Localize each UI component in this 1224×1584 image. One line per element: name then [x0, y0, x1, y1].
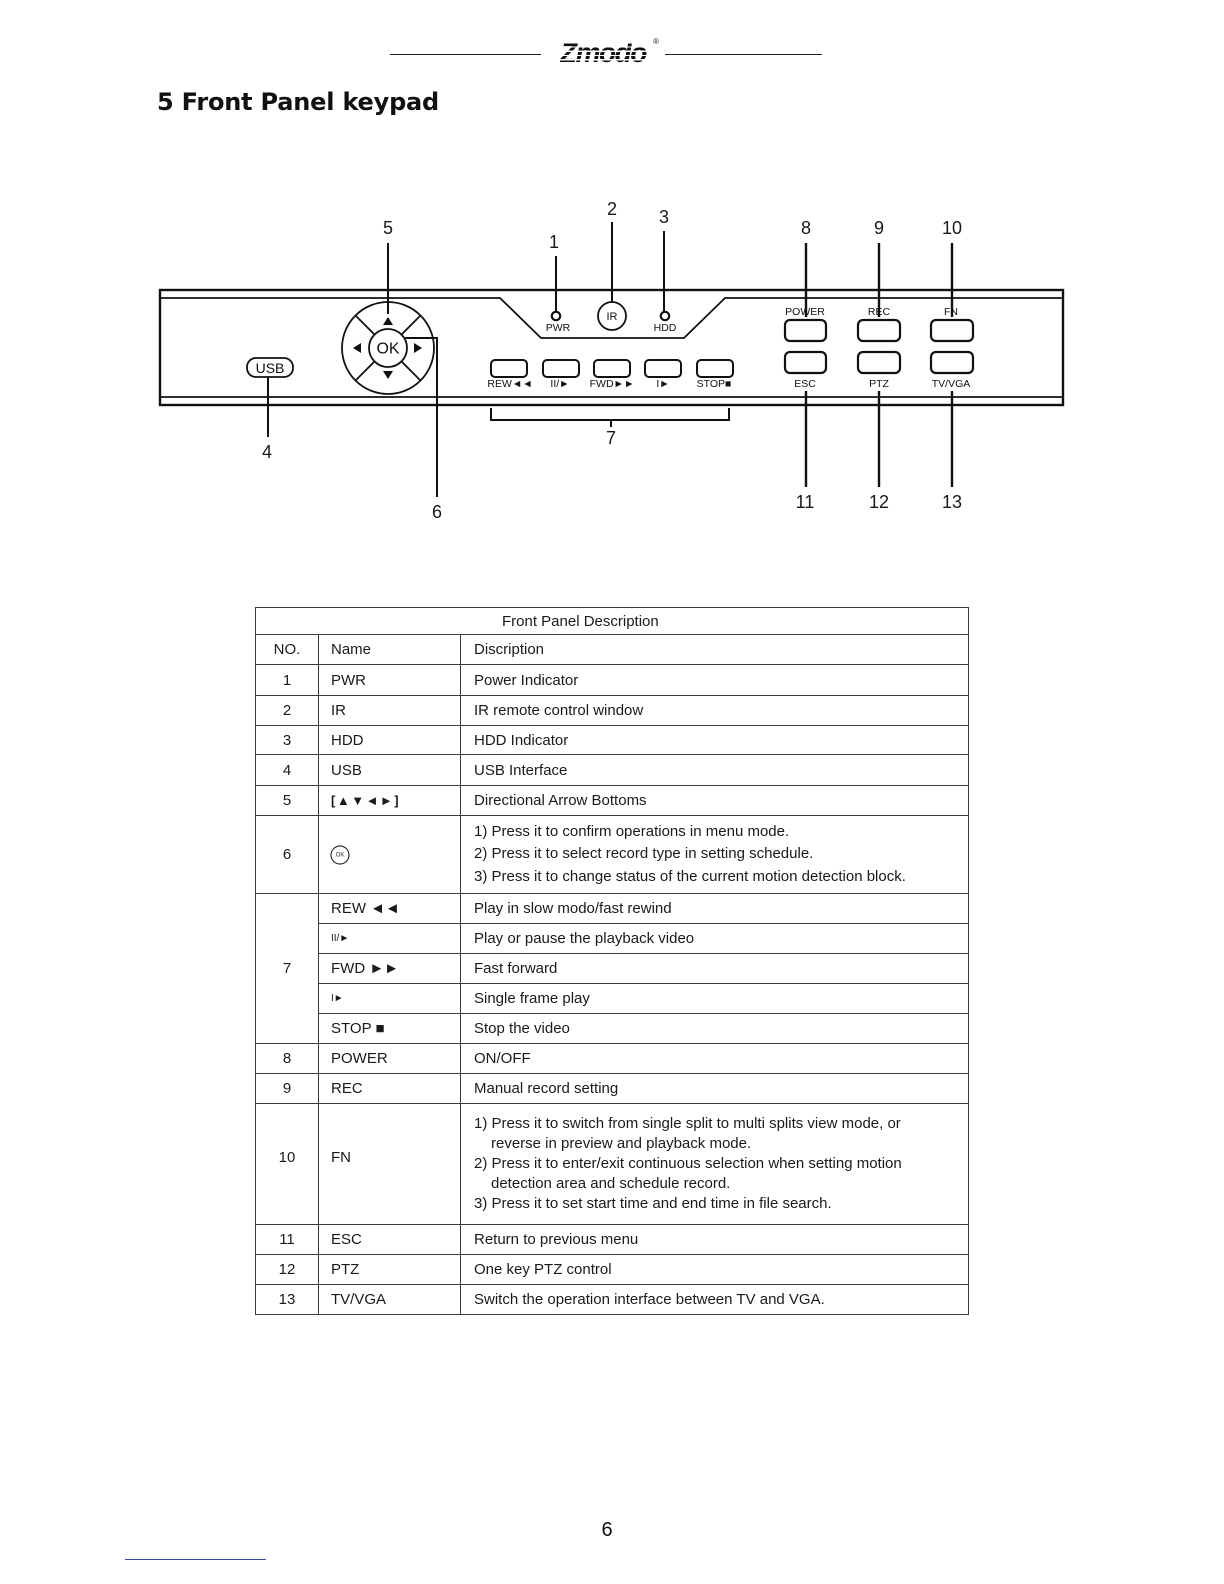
callout-6: 6: [431, 502, 443, 522]
row-name: [▲▼◄►]: [319, 786, 461, 816]
row-no: 7: [256, 894, 319, 1044]
callout-2: 2: [606, 199, 618, 219]
table-title-row: [256, 608, 969, 635]
hdd-label: HDD: [653, 322, 677, 334]
row-no: 10: [256, 1104, 319, 1225]
row-description: [461, 816, 969, 894]
front-panel-description-table: [255, 607, 969, 1315]
row-name: II/►: [319, 924, 461, 954]
callout-9: 9: [873, 218, 885, 238]
row-no: 11: [256, 1225, 319, 1255]
table-subrow: [256, 954, 969, 984]
callout-7: 7: [605, 428, 617, 448]
zmodo-logo: Zmodo: [560, 39, 651, 67]
ok-icon-label: OK: [335, 852, 345, 858]
row-description: USB Interface: [461, 755, 969, 786]
callout-10: 10: [941, 218, 963, 238]
row-description: Fast forward: [461, 954, 969, 984]
ok-button-label: OK: [376, 340, 400, 358]
description-line: 1) Press it to switch from single split to multi splits view mode, or: [474, 1115, 901, 1132]
ptz-button: [858, 352, 900, 373]
callout-11: 11: [795, 492, 815, 512]
single-frame-button: [645, 360, 681, 377]
description-item: [474, 1154, 968, 1194]
row-name: ESC: [319, 1225, 461, 1255]
row-name: FN: [319, 1104, 461, 1225]
tv-vga-button: [931, 352, 973, 373]
description-line: 2) Press it to select record type in setting schedule.: [474, 845, 814, 863]
section-title: 5 Front Panel keypad: [157, 88, 440, 116]
row-name: REW ◄◄: [319, 894, 461, 924]
esc-label: ESC: [794, 378, 816, 390]
row-name-cell: [319, 816, 461, 894]
ir-label: IR: [606, 311, 618, 323]
row-description: Single frame play: [461, 984, 969, 1014]
fwd-button: [594, 360, 630, 377]
table-header-row: [256, 635, 969, 665]
play-pause-button: [543, 360, 579, 377]
table-row: [256, 1074, 969, 1104]
row-name: REC: [319, 1074, 461, 1104]
row-description: HDD Indicator: [461, 726, 969, 755]
direction-pad-divider: [356, 361, 375, 380]
leader-bracket-7: [491, 408, 729, 427]
row-name: PWR: [319, 665, 461, 696]
ok-button-icon: [329, 844, 351, 866]
callout-5: 5: [382, 218, 394, 238]
row-no: 2: [256, 696, 319, 726]
page-number: 6: [601, 1519, 613, 1541]
table-row: [256, 696, 969, 726]
row-no: 13: [256, 1285, 319, 1315]
row-description: Manual record setting: [461, 1074, 969, 1104]
table-row: [256, 816, 969, 894]
header-no: NO.: [256, 635, 319, 665]
row-description: One key PTZ control: [461, 1255, 969, 1285]
direction-pad-divider: [356, 316, 375, 335]
ptz-label: PTZ: [869, 378, 889, 390]
table-row: [256, 786, 969, 816]
table-subrow: [256, 984, 969, 1014]
table-row: [256, 726, 969, 755]
row-name: I►: [319, 984, 461, 1014]
row-description: Directional Arrow Bottoms: [461, 786, 969, 816]
rec-button: [858, 320, 900, 341]
stop-label: STOP■: [696, 378, 732, 390]
table-row: [256, 1044, 969, 1074]
row-name: HDD: [319, 726, 461, 755]
row-no: 1: [256, 665, 319, 696]
row-no: 5: [256, 786, 319, 816]
stop-button: [697, 360, 733, 377]
callout-3: 3: [658, 207, 670, 227]
table-row: [256, 894, 969, 924]
table-title: Front Panel Description: [256, 608, 969, 635]
callout-12: 12: [868, 492, 890, 512]
description-line: 1) Press it to confirm operations in menu mode.: [474, 822, 790, 840]
callout-8: 8: [800, 218, 812, 238]
row-name: POWER: [319, 1044, 461, 1074]
table-row: [256, 1225, 969, 1255]
table-subrow: [256, 1014, 969, 1044]
callout-4: 4: [261, 442, 273, 462]
direction-pad-divider: [401, 361, 420, 380]
table-row: [256, 1255, 969, 1285]
row-description: ON/OFF: [461, 1044, 969, 1074]
fn-button: [931, 320, 973, 341]
description-item: [474, 1194, 968, 1214]
fwd-label: FWD►►: [589, 378, 635, 390]
header-name: Name: [319, 635, 461, 665]
down-arrow-icon: [383, 371, 393, 379]
description-line: 2) Press it to enter/exit continuous selection when setting motion: [474, 1155, 902, 1172]
table-row: [256, 755, 969, 786]
row-description: Switch the operation interface between TV and VGA.: [461, 1285, 969, 1315]
single-frame-label: I►: [656, 378, 670, 390]
description-line: 3) Press it to change status of the current motion detection block.: [474, 867, 906, 885]
row-no: 3: [256, 726, 319, 755]
row-no: 9: [256, 1074, 319, 1104]
rew-button: [491, 360, 527, 377]
row-no: 4: [256, 755, 319, 786]
rec-label: REC: [867, 306, 891, 318]
row-name: PTZ: [319, 1255, 461, 1285]
power-label: POWER: [785, 306, 825, 318]
front-panel-diagram: [0, 0, 1224, 540]
row-description: IR remote control window: [461, 696, 969, 726]
callout-1: 1: [548, 232, 560, 252]
row-description: Play in slow modo/fast rewind: [461, 894, 969, 924]
footnote-rule: [125, 1559, 266, 1560]
row-no: 8: [256, 1044, 319, 1074]
callout-13: 13: [941, 492, 963, 512]
row-name: USB: [319, 755, 461, 786]
row-no: 6: [256, 816, 319, 894]
description-line: 3) Press it to set start time and end time in file search.: [474, 1195, 832, 1212]
tv-vga-label: TV/VGA: [931, 378, 971, 390]
row-no: 12: [256, 1255, 319, 1285]
row-name: FWD ►►: [319, 954, 461, 984]
row-description: [461, 1104, 969, 1225]
header-description: Discription: [461, 635, 969, 665]
description-line: detection area and schedule record.: [491, 1175, 731, 1192]
table-subrow: [256, 924, 969, 954]
usb-label: USB: [255, 360, 285, 376]
table-row: [256, 1285, 969, 1315]
table-row: [256, 665, 969, 696]
row-description: Power Indicator: [461, 665, 969, 696]
esc-button: [785, 352, 826, 373]
description-line: reverse in preview and playback mode.: [491, 1135, 752, 1152]
pwr-led: [552, 312, 560, 320]
right-arrow-icon: [414, 343, 422, 353]
row-name: IR: [319, 696, 461, 726]
up-arrow-icon: [383, 317, 393, 325]
row-description: Stop the video: [461, 1014, 969, 1044]
direction-pad-divider: [401, 316, 420, 335]
hdd-led: [661, 312, 669, 320]
rew-label: REW◄◄: [487, 378, 533, 390]
table-row: [256, 1104, 969, 1225]
fn-label: FN: [944, 306, 958, 318]
row-name: STOP ■: [319, 1014, 461, 1044]
description-item: [474, 1114, 968, 1154]
pwr-label: PWR: [545, 322, 571, 334]
row-description: Return to previous menu: [461, 1225, 969, 1255]
registered-mark: ®: [653, 37, 659, 46]
power-button: [785, 320, 826, 341]
row-name: TV/VGA: [319, 1285, 461, 1315]
row-description: Play or pause the playback video: [461, 924, 969, 954]
left-arrow-icon: [353, 343, 361, 353]
play-pause-label: II/►: [550, 378, 570, 390]
